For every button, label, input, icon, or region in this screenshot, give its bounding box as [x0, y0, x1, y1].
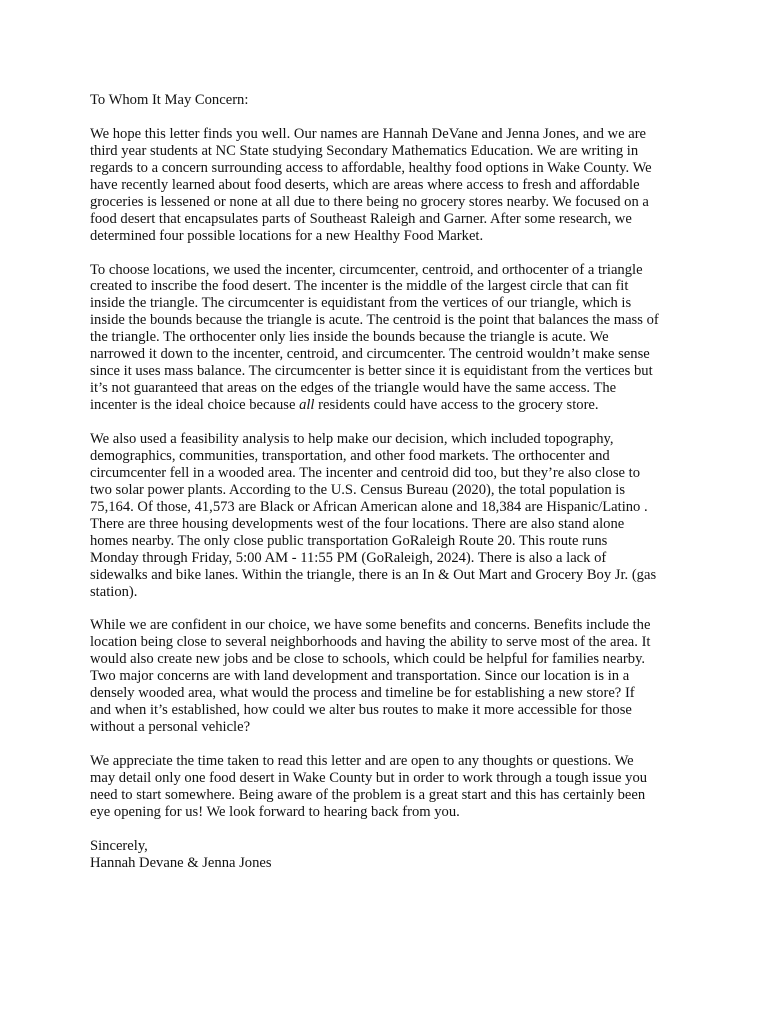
paragraph-line: We appreciate the time taken to read this letter and are open to any thoughts or questions. We	[90, 753, 634, 770]
paragraph-line: it’s not guaranteed that areas on the edges of the triangle would have the same access. The	[90, 380, 617, 397]
paragraph-intro	[90, 126, 680, 245]
paragraph-line: inside the bounds because the triangle is acute. The centroid is the point that balances the mass of	[90, 312, 659, 329]
paragraph-line: the triangle. The orthocenter only lies inside the bounds because the triangle is acute. We	[90, 329, 609, 346]
paragraph-gap	[90, 109, 680, 126]
paragraph-line: determined four possible locations for a new Healthy Food Market.	[90, 227, 484, 244]
paragraph-gap	[90, 245, 680, 262]
salutation: To Whom It May Concern:	[90, 92, 249, 108]
paragraph-line: We also used a feasibility analysis to help make our decision, which included topography,	[90, 431, 614, 448]
paragraph-line: and when it’s established, how could we alter bus routes to make it more accessible for those	[90, 702, 632, 719]
paragraph-feasibility	[90, 431, 680, 601]
paragraph-line: food desert that encapsulates parts of Southeast Raleigh and Garner. After some research, we	[90, 210, 632, 227]
signature: Hannah Devane & Jenna Jones	[90, 854, 272, 871]
paragraph-line: station).	[90, 583, 138, 600]
text-run: incenter is the ideal choice because	[90, 397, 300, 414]
letter-page	[90, 92, 680, 872]
paragraph-line: sidewalks and bike lanes. Within the triangle, there is an In & Out Mart and Grocery Boy Jr. (gas	[90, 566, 657, 583]
paragraph-line: eye opening for us! We look forward to hearing back from you.	[90, 803, 460, 820]
paragraph-line: 75,164. Of those, 41,573 are Black or African American alone and 18,384 are Hispanic/Latino .	[90, 498, 648, 515]
paragraph-line: While we are confident in our choice, we have some benefits and concerns. Benefits include the	[90, 617, 651, 634]
paragraph-line: since it uses mass balance. The circumcenter is better since it is equidistant from the vertices but	[90, 363, 653, 380]
paragraph-line: To choose locations, we used the incenter, circumcenter, centroid, and orthocenter of a triangle	[90, 261, 643, 278]
paragraph-gap	[90, 414, 680, 431]
paragraph-line	[90, 397, 680, 414]
paragraph-line: circumcenter fell in a wooded area. The incenter and centroid did too, but they’re also close to	[90, 464, 641, 481]
paragraph-line: need to start somewhere. Being aware of the problem is a great start and this has certainly been	[90, 787, 646, 803]
paragraph-line: have recently learned about food deserts, which are areas where access to fresh and affordable	[90, 176, 640, 193]
paragraph-line: demographics, communities, transportation, and other food markets. The orthocenter and	[90, 447, 610, 464]
text-run: residents could have access to the grocery store.	[314, 397, 599, 414]
paragraph-line: Two major concerns are with land development and transportation. Since our location is in a	[90, 668, 630, 685]
paragraph-line: groceries is lessened or none at all due to there being no grocery stores nearby. We focused on a	[90, 193, 649, 210]
paragraph-line: homes nearby. The only close public transportation GoRaleigh Route 20. This route runs	[90, 532, 608, 549]
paragraph-locations	[90, 262, 680, 415]
paragraph-benefits-concerns	[90, 617, 680, 736]
closing-salutation: Sincerely,	[90, 837, 148, 854]
paragraph-line: We hope this letter finds you well. Our names are Hannah DeVane and Jenna Jones, and we are	[90, 125, 647, 142]
paragraph-line: There are three housing developments west of the four locations. There are also stand alone	[90, 515, 625, 532]
paragraph-gap	[90, 821, 680, 838]
paragraph-line: would also create new jobs and be close to schools, which could be helpful for families nearby.	[90, 651, 646, 668]
paragraph-line: location being close to several neighborhoods and having the ability to serve most of the area. It	[90, 634, 651, 651]
paragraph-line: created to inscribe the food desert. The incenter is the middle of the largest circle that can fit	[90, 278, 629, 295]
paragraph-line: regards to a concern surrounding access to affordable, healthy food options in Wake County. We	[90, 159, 652, 176]
paragraph-line: two solar power plants. According to the U.S. Census Bureau (2020), the total population is	[90, 481, 626, 498]
paragraph-gap	[90, 736, 680, 753]
paragraph-line: without a personal vehicle?	[90, 719, 251, 736]
paragraph-line: may detail only one food desert in Wake County but in order to work through a tough issue you	[90, 770, 648, 787]
paragraph-line: narrowed it down to the incenter, centroid, and circumcenter. The centroid wouldn’t make sense	[90, 346, 650, 363]
paragraph-gap	[90, 601, 680, 618]
paragraph-line: inside the triangle. The circumcenter is equidistant from the vertices of our triangle, which is	[90, 295, 632, 312]
paragraph-closing	[90, 753, 680, 821]
emphasis-text: all	[299, 397, 315, 414]
paragraph-line: densely wooded area, what would the process and timeline be for establishing a new store? If	[90, 685, 635, 702]
paragraph-line: Monday through Friday, 5:00 AM - 11:55 PM (GoRaleigh, 2024). There is also a lack of	[90, 549, 607, 566]
paragraph-line: third year students at NC State studying Secondary Mathematics Education. We are writing in	[90, 142, 639, 159]
